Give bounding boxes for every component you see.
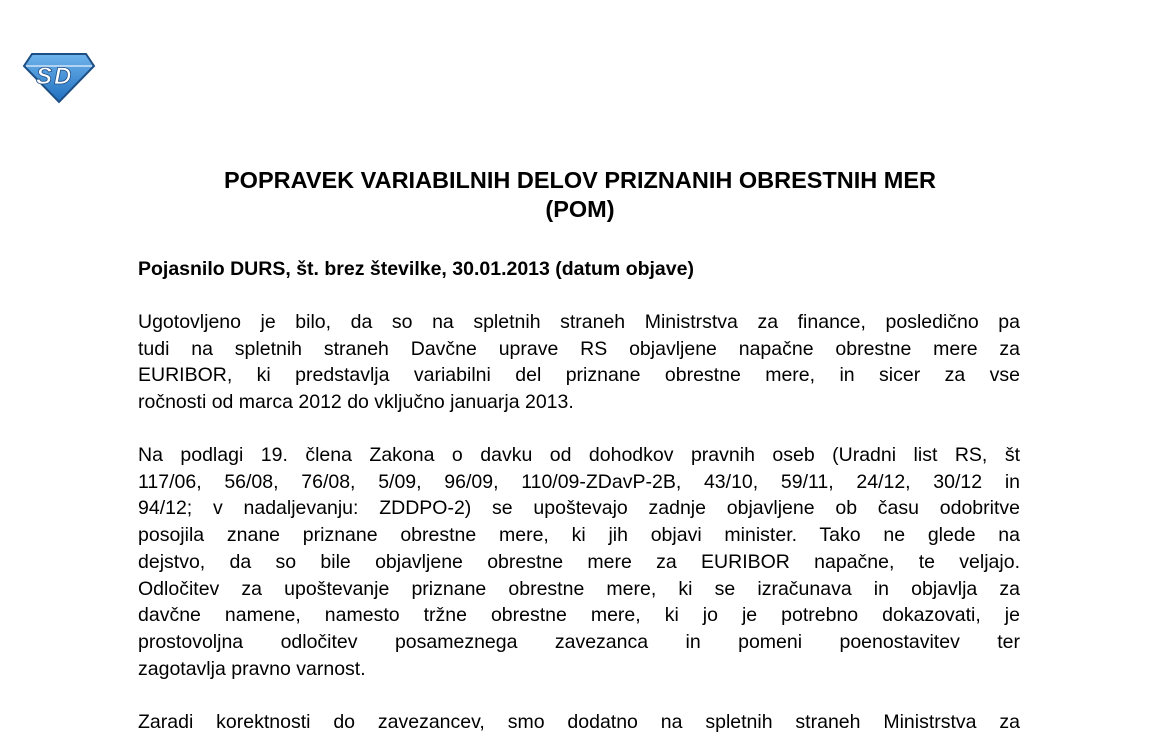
text-line: davčne namene, namesto tržne obrestne mere, ki jo je potrebno dokazovati, je bbox=[138, 604, 1020, 627]
text-line: prostovoljna odločitev posameznega zavezanca in pomeni poenostavitev ter bbox=[138, 630, 1020, 653]
page-title bbox=[140, 166, 1020, 224]
text-line: 94/12; v nadaljevanju: ZDDPO-2) se upoštevajo zadnje objavljene ob času odobritve bbox=[138, 497, 1020, 520]
paragraph-2 bbox=[138, 442, 1020, 682]
sd-logo-icon bbox=[22, 50, 96, 104]
title-line: (POM) bbox=[545, 196, 615, 222]
text-line: tudi na spletnih straneh Davčne uprave RS objavljene napačne obrestne mere za bbox=[138, 337, 1020, 360]
svg-text:S: S bbox=[36, 63, 53, 90]
text-line: Zaradi korektnosti do zavezancev, smo dodatno na spletnih straneh Ministrstva za bbox=[138, 711, 1020, 733]
text-line: dejstvo, da so bile objavljene obrestne mere za EURIBOR napačne, te veljajo. bbox=[138, 550, 1020, 573]
text-line: 117/06, 56/08, 76/08, 5/09, 96/09, 110/09-ZDavP-2B, 43/10, 59/11, 24/12, 30/12 in bbox=[138, 470, 1020, 493]
title-line: POPRAVEK VARIABILNIH DELOV PRIZNANIH OBRESTNIH MER bbox=[224, 167, 936, 193]
document-subtitle: Pojasnilo DURS, št. brez številke, 30.01.2013 (datum objave) bbox=[138, 258, 694, 280]
text-line: Odločitev za upoštevanje priznane obrestne mere, ki se izračunava in objavlja za bbox=[138, 577, 1020, 600]
svg-text:D: D bbox=[54, 63, 72, 90]
paragraph-1 bbox=[138, 309, 1020, 416]
paragraph-3 bbox=[138, 709, 1020, 736]
text-line: Ugotovljeno je bilo, da so na spletnih straneh Ministrstva za finance, posledično pa bbox=[138, 311, 1020, 333]
text-line: zagotavlja pravno varnost. bbox=[138, 657, 366, 680]
text-line: ročnosti od marca 2012 do vključno januarja 2013. bbox=[138, 391, 574, 414]
text-line: posojila znane priznane obrestne mere, ki jih objavi minister. Tako ne glede na bbox=[138, 524, 1020, 547]
text-line: EURIBOR, ki predstavlja variabilni del priznane obrestne mere, in sicer za vse bbox=[138, 364, 1020, 387]
text-line: Na podlagi 19. člena Zakona o davku od dohodkov pravnih oseb (Uradni list RS, št bbox=[138, 444, 1020, 466]
